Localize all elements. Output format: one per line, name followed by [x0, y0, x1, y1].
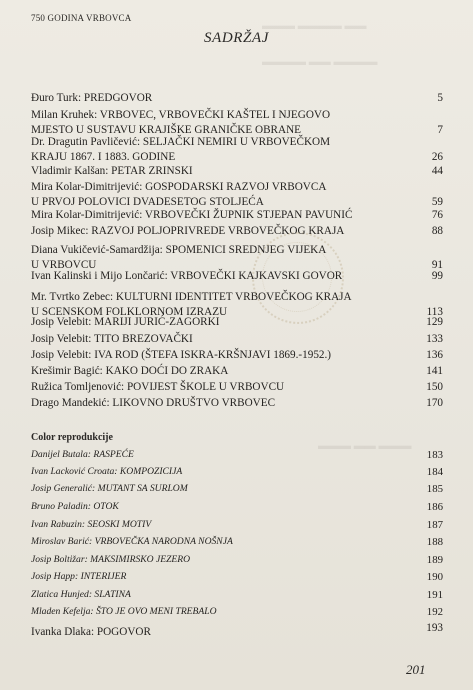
toc-entry-author: Josip Mikec:: [31, 225, 89, 237]
toc-entry: [31, 135, 443, 165]
color-entry-title: OTOK: [90, 501, 119, 512]
toc-entry: [31, 91, 443, 106]
color-entry-line: [31, 465, 443, 479]
toc-entry: [31, 224, 443, 239]
color-entry-author: Zlatica Hunjed:: [31, 589, 93, 600]
toc-entry-first-line: [31, 91, 443, 106]
toc-entry-first-line: [31, 224, 443, 239]
toc-entry-title: VRBOVEČKI ŽUPNIK STJEPAN PAVUNIĆ: [142, 209, 353, 221]
toc-entry-author: Josip Velebit:: [31, 316, 92, 328]
toc-entry-page-number: 136: [426, 349, 443, 361]
toc-entry-page-number: 44: [431, 165, 443, 177]
toc-entry-first-line: [31, 164, 443, 179]
color-reproduction-entry: [31, 588, 443, 602]
color-entry-title: RASPEĆE: [90, 449, 134, 460]
color-entry-author: Mladen Kefelja:: [31, 606, 94, 617]
toc-entry-page-number: 99: [431, 270, 443, 282]
color-entry-title: ŠTO JE OVO MENI TREBALO: [93, 606, 217, 617]
color-entry-title: INTERIJER: [78, 571, 127, 582]
color-section-heading: Color reprodukcije: [31, 432, 113, 443]
bleed-through-text: ▬▬▬▬ ▬▬ ▬▬▬▬: [262, 56, 378, 68]
color-entry-page-number: 184: [426, 466, 443, 478]
color-entry-author: Josip Generalić:: [31, 483, 96, 494]
color-entry-title: MUTANT SA SURLOM: [95, 483, 188, 494]
color-entry-author: Bruno Paladin:: [31, 501, 91, 512]
color-entry-line: [31, 588, 443, 602]
toc-entry-first-line: [31, 208, 443, 223]
color-entry-line: [31, 518, 443, 532]
toc-entry-author: Josip Velebit:: [31, 349, 92, 361]
toc-entry-author: Mira Kolar-Dimitrijević:: [31, 209, 143, 221]
color-entry-author: Miroslav Barić:: [31, 536, 93, 547]
toc-entry-first-line: [31, 396, 443, 411]
toc-entry-first-line: [31, 380, 443, 395]
toc-entry-title: KULTURNI IDENTITET VRBOVEČKOG KRAJA: [113, 291, 352, 303]
toc-entry-title: GOSPODARSKI RAZVOJ VRBOVCA: [142, 181, 327, 193]
toc-entry-title: MARIJI JURIĆ-ZAGORKI: [91, 316, 220, 328]
toc-entry-first-line: [31, 332, 443, 347]
toc-entry: [31, 269, 443, 284]
toc-entry-first-line: [31, 135, 443, 150]
toc-entry-page-number: 5: [437, 92, 443, 104]
color-entry-author: Josip Boltižar:: [31, 554, 88, 565]
color-entry-line: [31, 553, 443, 567]
page-number: 201: [406, 662, 426, 677]
color-reproduction-entry: [31, 553, 443, 567]
toc-entry-author: Josip Velebit:: [31, 333, 92, 345]
toc-entry-page-number: 26: [431, 151, 443, 163]
color-entry-title: SEOSKI MOTIV: [85, 519, 152, 530]
toc-entry-page-number: 133: [426, 333, 443, 345]
toc-entry-page-number: 7: [437, 124, 443, 136]
color-reproduction-entry: [31, 500, 443, 514]
toc-entry-author: Mira Kolar-Dimitrijević:: [31, 181, 143, 193]
epilogue-author: Ivanka Dlaka:: [31, 626, 95, 638]
toc-entry: [31, 332, 443, 347]
toc-entry: [31, 380, 443, 395]
color-entry-title: KOMPOZICIJA: [117, 466, 183, 477]
epilogue-title: POGOVOR: [94, 626, 151, 638]
epilogue-page-number: 193: [426, 622, 443, 634]
toc-entry-author: Ivan Kalinski i Mijo Lončarić:: [31, 270, 168, 282]
toc-entry-title: TITO BREZOVAČKI: [91, 333, 193, 345]
toc-entry-first-line: [31, 348, 443, 363]
toc-entry-author: Diana Vukičević-Samardžija:: [31, 244, 163, 256]
toc-entry: [31, 348, 443, 363]
toc-entry-author: Vladimir Kalšan:: [31, 165, 109, 177]
toc-entry-title: IVA ROD (ŠTEFA ISKRA-KRŠNJAVI 1869.-1952.): [91, 349, 332, 361]
color-entry-page-number: 186: [426, 501, 443, 513]
color-entry-page-number: 187: [426, 519, 443, 531]
toc-entry-title: VRBOVEC, VRBOVEČKI KAŠTEL I NJEGOVO: [97, 109, 331, 121]
toc-entry: [31, 364, 443, 379]
toc-entry-title: PREDGOVOR: [81, 92, 153, 104]
color-entry-author: Ivan Rabuzin:: [31, 519, 86, 530]
toc-entry-title: SPOMENICI SREDNJEG VIJEKA: [162, 244, 327, 256]
color-entry-line: [31, 482, 443, 496]
toc-entry-first-line: [31, 364, 443, 379]
toc-entry-page-number: 113: [426, 306, 443, 318]
color-reproduction-entry: [31, 570, 443, 584]
toc-entry-page-number: 59: [431, 196, 443, 208]
toc-entry-title-continued: KRAJU 1867. I 1883. GODINE: [31, 151, 176, 163]
color-entry-author: Ivan Lacković Croata:: [31, 466, 118, 477]
toc-entry-page-number: 76: [431, 209, 443, 221]
toc-entry-title-continued: MJESTO U SUSTAVU KRAJIŠKE GRANIČKE OBRANE: [31, 124, 302, 136]
toc-entry-page-number: 91: [431, 259, 443, 271]
toc-entry: [31, 180, 443, 210]
color-reproduction-entry: [31, 605, 443, 619]
toc-entry-author: Mr. Tvrtko Zebec:: [31, 291, 114, 303]
color-entry-page-number: 190: [426, 571, 443, 583]
toc-entry-page-number: 141: [426, 365, 443, 377]
color-entry-author: Danijel Butala:: [31, 449, 91, 460]
color-entry-line: [31, 448, 443, 462]
toc-entry-author: Krešimir Bagić:: [31, 365, 103, 377]
color-entry-title: VRBOVEČKA NARODNA NOŠNJA: [92, 536, 233, 547]
color-entry-line: [31, 500, 443, 514]
color-entry-title: SLATINA: [92, 589, 131, 600]
toc-entry-title: POVIJEST ŠKOLE U VRBOVCU: [124, 381, 285, 393]
color-entry-line: [31, 535, 443, 549]
epilogue-entry: [31, 622, 443, 640]
toc-entry-title-continued: U VRBOVCU: [31, 259, 97, 271]
toc-entry-title-continued: U SCENSKOM FOLKLORNOM IZRAZU: [31, 306, 228, 318]
toc-entry-first-line: [31, 243, 443, 258]
toc-entry-first-line: [31, 108, 443, 123]
color-entry-page-number: 192: [426, 606, 443, 618]
bleed-through-text: ▬▬▬ ▬▬ ▬▬▬: [318, 440, 412, 452]
toc-entry: [31, 315, 443, 330]
toc-entry: [31, 208, 443, 223]
toc-entry-title: PETAR ZRINSKI: [108, 165, 193, 177]
color-reproduction-entry: [31, 448, 443, 462]
toc-entry-title: VRBOVEČKI KAJKAVSKI GOVOR: [167, 270, 343, 282]
toc-entry-page-number: 88: [431, 225, 443, 237]
color-reproduction-entry: [31, 482, 443, 496]
color-reproduction-entry: [31, 465, 443, 479]
color-entry-page-number: 191: [426, 589, 443, 601]
toc-entry-page-number: 150: [426, 381, 443, 393]
toc-entry: [31, 396, 443, 411]
color-entry-page-number: 185: [426, 483, 443, 495]
toc-entry-page-number: 129: [426, 316, 443, 328]
toc-entry-title: LIKOVNO DRUŠTVO VRBOVEC: [109, 397, 276, 409]
toc-entry-first-line: [31, 290, 443, 305]
toc-entry-page-number: 170: [426, 397, 443, 409]
toc-entry-author: Đuro Turk:: [31, 92, 82, 104]
color-entry-author: Josip Happ:: [31, 571, 79, 582]
toc-entry-author: Drago Mandekić:: [31, 397, 110, 409]
color-reproduction-entry: [31, 535, 443, 549]
page-title: SADRŽAJ: [203, 30, 270, 46]
color-entry-line: [31, 605, 443, 619]
toc-entry-author: Dr. Dragutin Pavličević:: [31, 136, 141, 148]
toc-entry-first-line: [31, 315, 443, 330]
color-reproduction-entry: [31, 518, 443, 532]
toc-entry-title: SELJAČKI NEMIRI U VRBOVEČKOM: [140, 136, 331, 148]
color-entry-page-number: 183: [426, 449, 443, 461]
toc-entry-first-line: [31, 180, 443, 195]
toc-entry-author: Milan Kruhek:: [31, 109, 98, 121]
toc-entry-title: KAKO DOĆI DO ZRAKA: [102, 365, 229, 377]
color-entry-page-number: 189: [426, 554, 443, 566]
toc-entry-author: Ružica Tomljenović:: [31, 381, 125, 393]
toc-entry: [31, 108, 443, 138]
toc-entry-first-line: [31, 269, 443, 284]
color-entry-title: MAKSIMIRSKO JEZERO: [87, 554, 191, 565]
toc-entry: [31, 164, 443, 179]
running-head: 750 GODINA VRBOVCA: [31, 13, 132, 23]
toc-entry-title-continued: U PRVOJ POLOVICI DVADESETOG STOLJEĆA: [31, 196, 264, 208]
color-entry-line: [31, 570, 443, 584]
toc-entry-title: RAZVOJ POLJOPRIVREDE VRBOVEČKOG KRAJA: [88, 225, 345, 237]
bleed-through-text: ▬▬▬ ▬▬▬▬ ▬▬: [262, 20, 367, 32]
epilogue-line: [31, 625, 443, 640]
color-entry-page-number: 188: [426, 536, 443, 548]
